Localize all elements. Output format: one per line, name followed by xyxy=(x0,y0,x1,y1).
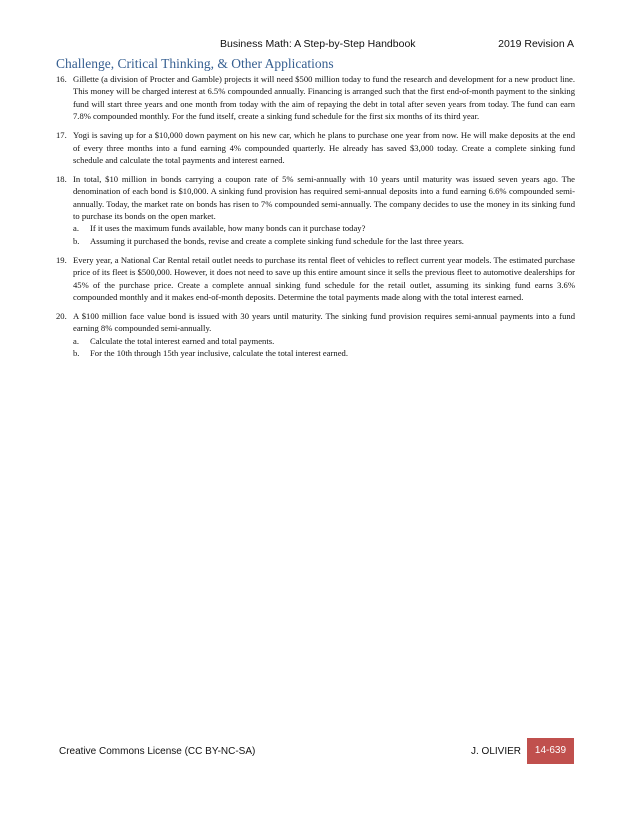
problem-18 xyxy=(56,173,575,247)
part-letter: b. xyxy=(73,235,80,246)
problem-text: In total, $10 million in bonds carrying a coupon rate of 5% semi-annually with 10 years until maturity was issued seven years ago. The denomination of each bond is $10,000. A sinking fund provision has required semi-annual deposits into a fund earning 6.6% compounded semi-annually. Today, the market rate on bonds has risen to 7% compounded semi-annually. The company decides to use the money in its sinking fund to purchase its bonds on the open market. xyxy=(73,173,575,222)
problem-number: 16. xyxy=(56,74,67,84)
problem-number: 18. xyxy=(56,173,67,184)
section-heading: Challenge, Critical Thinking, & Other Applications xyxy=(56,56,334,71)
problem-19 xyxy=(56,254,575,304)
problem-part xyxy=(73,235,575,247)
part-letter: b. xyxy=(73,348,80,359)
page-number-badge: 14-639 xyxy=(527,738,574,764)
page-footer xyxy=(0,738,630,764)
problem-17 xyxy=(56,129,575,166)
problem-20 xyxy=(56,310,575,360)
problem-part xyxy=(73,347,575,359)
problem-text: Gillette (a division of Procter and Gamble) projects it will need $500 million today to fund the research and development for a new product line. This money will be charged interest at 6.5% compounded annually. Financing is arranged such that the first end-of-month payment to the sinking fund will start three years and one month from today with the aim of repaying the debt in total after seven years from today. The fund can earn 7.8% compounded monthly. For the fund itself, create a sinking fund schedule for the first six months of its third year. xyxy=(73,74,575,122)
problem-number: 20. xyxy=(56,310,67,321)
part-letter: a. xyxy=(73,223,79,234)
problem-number: 17. xyxy=(56,130,67,141)
license-text: Creative Commons License (CC BY-NC-SA) xyxy=(59,746,256,757)
part-text: Assuming it purchased the bonds, revise and create a complete sinking fund schedule for the last three years. xyxy=(90,235,464,246)
problem-number: 19. xyxy=(56,254,67,265)
part-text: Calculate the total interest earned and total payments. xyxy=(90,335,275,346)
problem-text: Every year, a National Car Rental retail outlet needs to purchase its rental fleet of vehicles to reflect current year models. The estimated purchase price of its fleet is $500,000. However, it does not need to save up this entire amount since it sells the previous fleet to automotive dealerships for 45% of the purchase price. Create a complete annual sinking fund schedule for the retail outlet, assuming its sinking fund earns 3.6% compounded monthly and it makes end-of-month deposits. Determine the total payments made along with the total interest earned. xyxy=(73,254,575,302)
page-header xyxy=(0,38,630,52)
part-text: For the 10th through 15th year inclusive, calculate the total interest earned. xyxy=(90,348,348,359)
part-letter: a. xyxy=(73,335,79,346)
problem-part xyxy=(73,222,575,234)
problem-16 xyxy=(56,73,575,123)
author-name: J. OLIVIER xyxy=(471,746,522,757)
problem-text: A $100 million face value bond is issued with 30 years until maturity. The sinking fund provision requires semi-annual payments into a fund earning 8% compounded semi-annually. xyxy=(73,310,575,334)
problem-list xyxy=(56,73,575,366)
problem-part xyxy=(73,335,575,347)
book-title: Business Math: A Step-by-Step Handbook xyxy=(220,38,416,50)
problem-text: Yogi is saving up for a $10,000 down payment on his new car, which he plans to purchase one year from now. He will make deposits at the end of every three months into a fund earning 4% compounded quarterly. He already has saved $3,000 today. Create a complete sinking fund schedule and calculate the total payments and interest earned. xyxy=(73,130,575,165)
part-text: If it uses the maximum funds available, how many bonds can it purchase today? xyxy=(90,223,366,234)
revision-label: 2019 Revision A xyxy=(498,38,574,50)
